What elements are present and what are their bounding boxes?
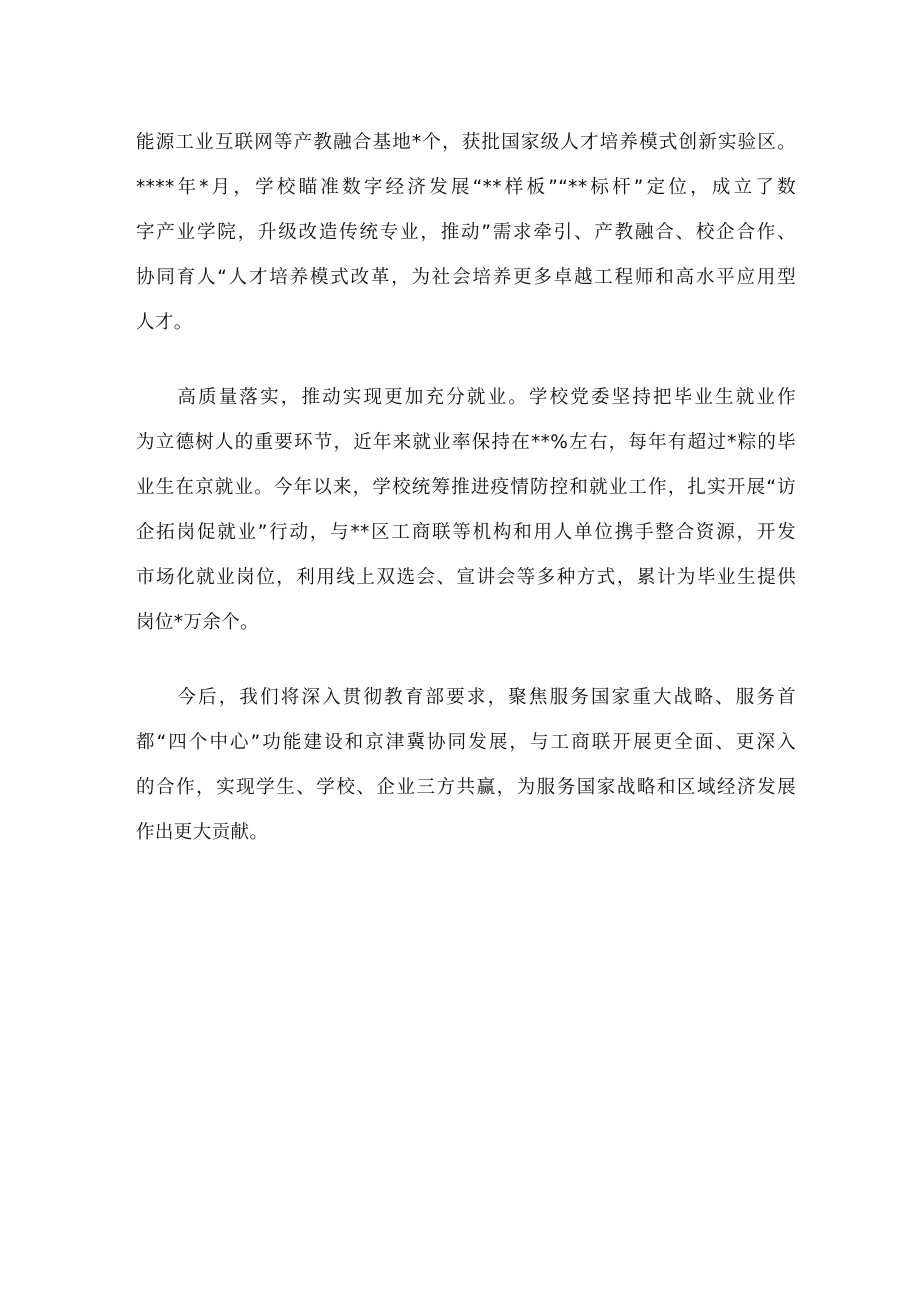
paragraph-line: 都“四个中心”功能建设和京津冀协同发展，与工商联开展更全面、更深入 bbox=[136, 732, 796, 753]
paragraph-line: 人才。 bbox=[136, 312, 193, 333]
paragraph-line: 企拓岗促就业”行动，与**区工商联等机构和用人单位携手整合资源，开发 bbox=[136, 522, 796, 543]
document-body bbox=[136, 120, 796, 855]
paragraph-1 bbox=[136, 120, 796, 345]
paragraph-2 bbox=[136, 375, 796, 645]
paragraph-line: 业生在京就业。今年以来，学校统筹推进疫情防控和就业工作，扎实开展“访 bbox=[136, 477, 796, 498]
paragraph-line: ****年*月，学校瞄准数字经济发展“**样板”“**标杆”定位，成立了数 bbox=[136, 177, 796, 198]
paragraph-3 bbox=[136, 675, 796, 855]
paragraph-line: 为立德树人的重要环节，近年来就业率保持在**%左右，每年有超过*粽的毕 bbox=[136, 432, 796, 453]
paragraph-line: 协同育人“人才培养模式改革，为社会培养更多卓越工程师和高水平应用型 bbox=[136, 267, 796, 288]
paragraph-line: 高质量落实，推动实现更加充分就业。学校党委坚持把毕业生就业作 bbox=[136, 387, 796, 408]
paragraph-line: 市场化就业岗位，利用线上双选会、宣讲会等多种方式，累计为毕业生提供 bbox=[136, 567, 796, 588]
paragraph-line: 作出更大贡献。 bbox=[136, 822, 269, 843]
paragraph-gap bbox=[136, 645, 796, 675]
paragraph-line: 字产业学院，升级改造传统专业，推动”需求牵引、产教融合、校企合作、 bbox=[136, 222, 796, 243]
paragraph-line: 的合作，实现学生、学校、企业三方共赢，为服务国家战略和区域经济发展 bbox=[136, 777, 796, 798]
paragraph-line: 能源工业互联网等产教融合基地*个，获批国家级人才培养模式创新实验区。 bbox=[136, 132, 796, 153]
paragraph-line: 今后，我们将深入贯彻教育部要求，聚焦服务国家重大战略、服务首 bbox=[136, 687, 796, 708]
paragraph-gap bbox=[136, 345, 796, 375]
paragraph-line: 岗位*万余个。 bbox=[136, 612, 260, 633]
